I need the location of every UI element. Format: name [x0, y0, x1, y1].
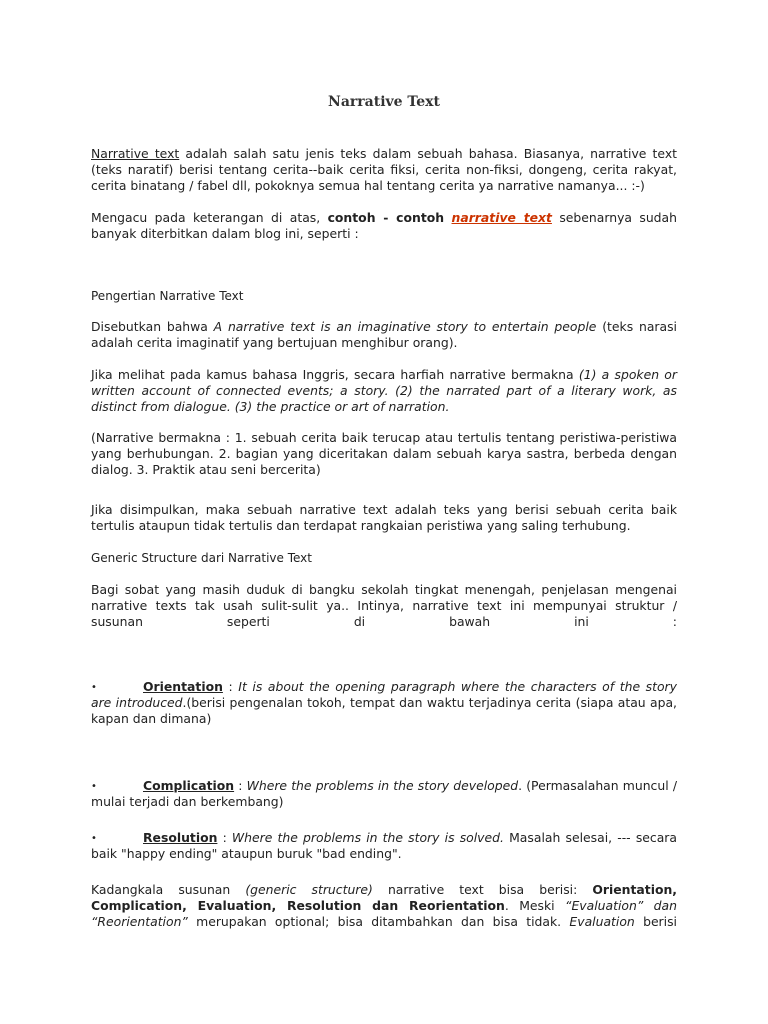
- kadang-italic-2: “Evaluation” dan “Reorientation”: [91, 898, 677, 929]
- kamus-italic: (1) a spoken or written account of connected events; a story. (2) the narrated part of a literary work, as distinct from dialogue. (3) the practice or art of narration.: [91, 367, 677, 414]
- complication-text: . (Permasalahan muncul / mulai terjadi dan berkembang): [91, 778, 677, 809]
- resolution-italic: Where the problems in the story is solved.: [231, 830, 504, 845]
- bullet-resolution: •: [91, 833, 97, 844]
- kadang-post: berisi: [634, 914, 677, 929]
- intro-text: adalah salah satu jenis teks dalam sebuah bahasa. Biasanya, narrative text (teks naratif) berisi tentang cerita--baik cerita fiksi, cerita non-fiksi, dongeng, cerita rakyat, cerita binatang / fabel dll, pokoknya semua hal tentang cerita ya narrative namanya... :-): [91, 146, 678, 193]
- kamus-paragraph: [91, 367, 677, 415]
- bullet-complication: •: [91, 781, 97, 792]
- intro-term: Narrative text: [91, 146, 180, 161]
- definition-pre: Disebutkan bahwa: [91, 319, 214, 334]
- page-title: Narrative Text: [328, 94, 440, 110]
- complication-label: Complication: [143, 778, 235, 793]
- resolution-text: Masalah selesai, --- secara baik "happy ending" ataupun buruk "bad ending".: [91, 830, 677, 861]
- pengertian-heading: Pengertian Narrative Text: [91, 289, 244, 303]
- orientation-italic: It is about the opening paragraph where the characters of the story are introduced: [91, 679, 677, 710]
- mengacu-paragraph: [91, 210, 677, 242]
- mengacu-pre: Mengacu pada keterangan di atas,: [91, 210, 328, 225]
- orientation-sep: :: [222, 679, 239, 694]
- kadang-pre: Kadangkala susunan: [91, 882, 246, 897]
- resolution-item: [91, 830, 677, 862]
- intro-paragraph: [91, 146, 677, 194]
- complication-sep: :: [234, 778, 247, 793]
- narrative-text-link[interactable]: narrative text: [451, 210, 552, 225]
- bullet-orientation: •: [91, 682, 97, 693]
- makna-paragraph: (Narrative bermakna : 1. sebuah cerita baik terucap atau tertulis tentang peristiwa-peristiwa yang berhubungan. 2. bagian yang diceritakan dalam sebuah karya sastra, berbeda dengan dialog. 3. Praktik atau seni bercerita): [91, 430, 677, 477]
- kesimpulan-paragraph: Jika disimpulkan, maka sebuah narrative text adalah teks yang berisi sebuah cerita baik tertulis ataupun tidak tertulis dan terdapat rangkaian peristiwa yang saling terhubung.: [91, 502, 677, 533]
- orientation-text: .(berisi pengenalan tokoh, tempat dan waktu terjadinya cerita (siapa atau apa, kapan dan dimana): [91, 695, 677, 726]
- mengacu-space: [444, 210, 451, 225]
- resolution-sep: :: [217, 830, 232, 845]
- mengacu-bold: contoh - contoh: [327, 210, 445, 225]
- kamus-pre: Jika melihat pada kamus bahasa Inggris, secara harfiah narrative bermakna: [91, 367, 579, 382]
- mengacu-post: sebenarnya sudah banyak diterbitkan dalam blog ini, seperti :: [91, 210, 677, 241]
- resolution-label: Resolution: [143, 830, 218, 845]
- definition-italic: A narrative text is an imaginative story to entertain people: [213, 319, 597, 334]
- kadangkala-paragraph: [91, 882, 677, 930]
- complication-item: [91, 778, 677, 810]
- bagi-paragraph: Bagi sobat yang masih duduk di bangku sekolah tingkat menengah, penjelasan mengenai narrative texts tak usah sulit-sulit ya.. Intinya, narrative text ini mempunyai struktur / susunan seperti di bawah ini :: [91, 582, 677, 629]
- kadang-mid: narrative text bisa berisi:: [372, 882, 593, 897]
- generic-structure-heading: Generic Structure dari Narrative Text: [91, 551, 312, 565]
- kadang-mid-2: . Meski: [504, 898, 566, 913]
- kadang-mid-3: merupakan optional; bisa ditambahkan dan bisa tidak.: [187, 914, 570, 929]
- kadang-bold: Orientation, Complication, Evaluation, Resolution dan Reorientation: [91, 882, 677, 913]
- complication-italic: Where the problems in the story developed: [246, 778, 519, 793]
- orientation-label: Orientation: [143, 679, 223, 694]
- definition-paragraph: [91, 319, 677, 351]
- definition-post: (teks narasi adalah cerita imaginatif yang bertujuan menghibur orang).: [91, 319, 677, 350]
- kadang-italic-1: (generic structure): [245, 882, 373, 897]
- orientation-item: [91, 679, 677, 727]
- kadang-italic-3: Evaluation: [569, 914, 635, 929]
